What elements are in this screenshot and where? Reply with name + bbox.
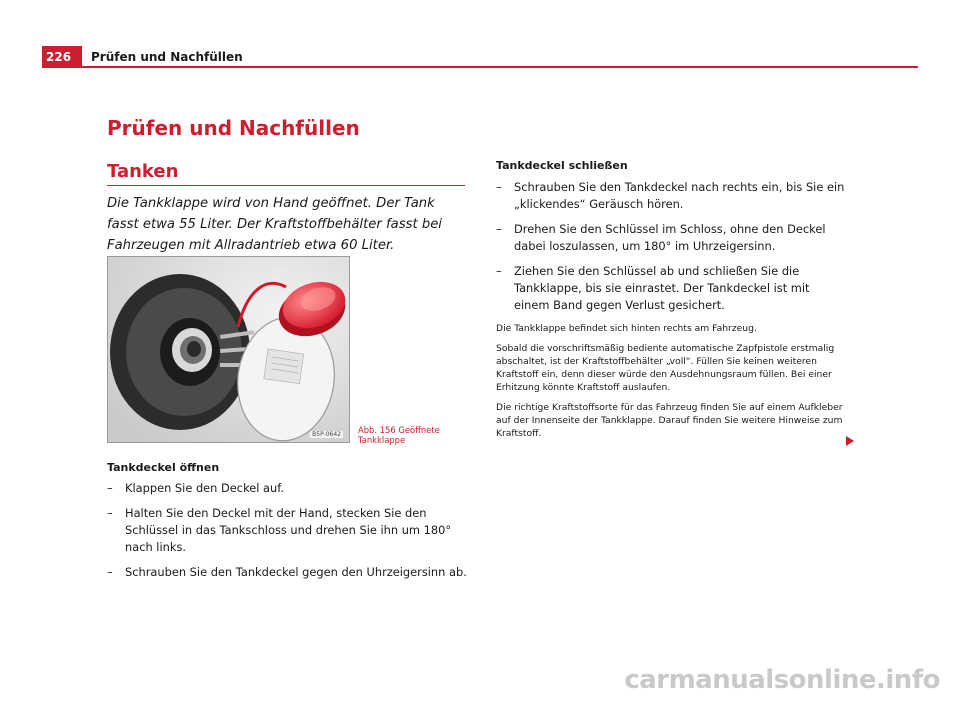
dash-bullet: – <box>107 565 113 579</box>
step-text: Halten Sie den Deckel mit der Hand, stecken Sie den Schlüssel in das Tankschloss und drehen Sie ihn um 180° nach links. <box>125 506 452 554</box>
close-cap-steps <box>496 179 846 314</box>
dash-bullet: – <box>496 180 502 194</box>
step-text: Drehen Sie den Schlüssel im Schloss, ohne den Deckel dabei loszulassen, um 180° im Uhrzeigersinn. <box>514 222 826 253</box>
running-header-title: Prüfen und Nachfüllen <box>91 50 243 64</box>
figure-caption-line2: Tankklappe <box>358 435 406 445</box>
dash-bullet: – <box>107 481 113 495</box>
step-text: Schrauben Sie den Tankdeckel gegen den Uhrzeigersinn ab. <box>125 565 467 579</box>
note-paragraph: Die richtige Kraftstoffsorte für das Fahrzeug finden Sie auf einem Aufkleber auf der Innenseite der Tankklappe. Darauf finden Sie weitere Hinweise zum Kraftstoff. <box>496 402 843 439</box>
dash-bullet: – <box>107 506 113 520</box>
open-cap-section <box>107 461 469 589</box>
open-cap-steps <box>107 480 469 581</box>
section-title: Tanken <box>107 161 179 182</box>
close-cap-section <box>496 159 846 447</box>
note-paragraph: Die Tankklappe befindet sich hinten rechts am Fahrzeug. <box>496 323 757 334</box>
dash-bullet: – <box>496 222 502 236</box>
figure-caption-line1: Abb. 156 Geöffnete <box>358 425 440 435</box>
figure-code: B5P-0642 <box>312 431 341 438</box>
step-text: Schrauben Sie den Tankdeckel nach rechts ein, bis Sie ein „klickendes“ Geräusch hören. <box>514 180 845 211</box>
step-text: Ziehen Sie den Schlüssel ab und schließen Sie die Tankklappe, bis sie einrastet. Der Tankdeckel ist mit einem Band gegen Verlust gesichert. <box>514 264 810 312</box>
fuel-flap-illustration <box>108 257 349 442</box>
list-item <box>107 480 469 497</box>
note-paragraph: Sobald die vorschriftsmäßig bediente automatische Zapfpistole erstmalig abschaltet, ist der Kraftstoffbehälter „voll“. Füllen Sie keinen weiteren Kraftstoff ein, denn dieser würde den Ausdehnungsraum füllen. Bei einer Erhitzung könnte Kraftstoff auslaufen. <box>496 343 835 393</box>
list-item <box>496 221 846 255</box>
list-item <box>496 179 846 213</box>
dash-bullet: – <box>496 264 502 278</box>
chapter-title: Prüfen und Nachfüllen <box>107 116 360 140</box>
close-cap-heading: Tankdeckel schließen <box>496 159 628 172</box>
open-cap-heading: Tankdeckel öffnen <box>107 461 220 474</box>
list-item <box>107 564 469 581</box>
section-intro: Die Tankklappe wird von Hand geöffnet. Der Tank fasst etwa 55 Liter. Der Kraftstoffbehälter fasst bei Fahrzeugen mit Allradantrieb etwa 60 Liter. <box>107 196 442 253</box>
continue-arrow-icon <box>846 436 854 446</box>
figure-caption <box>358 425 440 445</box>
list-item <box>496 263 846 314</box>
fuel-flap-figure <box>107 256 350 443</box>
section-divider <box>107 185 465 186</box>
watermark: carmanualsonline.info <box>624 665 940 695</box>
header-divider <box>82 66 918 68</box>
page-number: 226 <box>42 46 82 68</box>
step-text: Klappen Sie den Deckel auf. <box>125 481 285 495</box>
list-item <box>107 505 469 556</box>
